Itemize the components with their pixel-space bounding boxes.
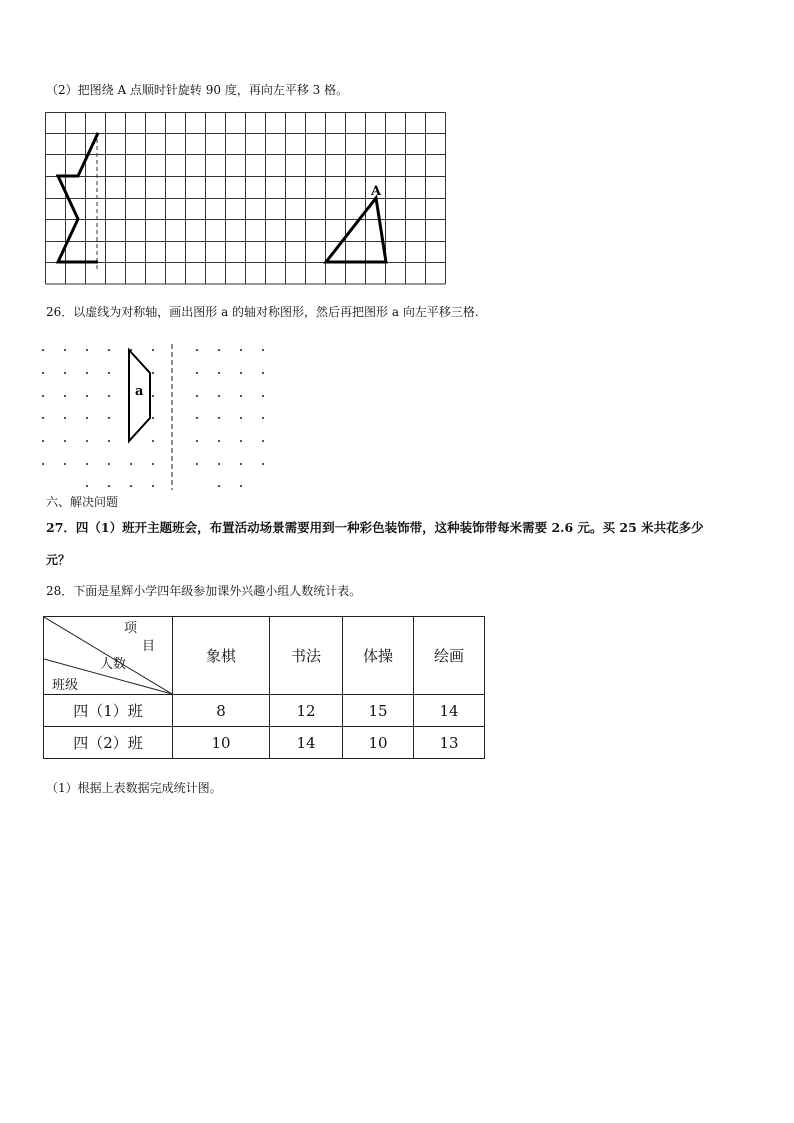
table-cell: 13 [414,727,485,759]
row-label: 四（1）班 [44,695,173,727]
corner-people: 人数 [100,657,127,672]
table-cell: 10 [343,727,414,759]
question-26: 26．以虚线为对称轴，画出图形 a 的轴对称图形，然后再把图形 a 向左平移三格. [46,305,479,319]
column-header-calligraphy: 书法 [270,617,343,695]
column-header-painting: 绘画 [414,617,485,695]
point-a-label: A [371,184,382,199]
question-25-part-2: （2）把图绕 A 点顺时针旋转 90 度，再向左平移 3 格。 [46,83,349,97]
column-header-gymnastics: 体操 [343,617,414,695]
table-corner-header [44,617,173,695]
row-label: 四（2）班 [44,727,173,759]
section-6-heading: 六、解决问题 [46,495,119,509]
table-cell: 14 [414,695,485,727]
question-27-line-2: 元？ [46,553,71,567]
rotation-grid-figure [45,112,447,286]
interest-group-table [43,616,485,759]
shape-a-label: a [135,384,144,399]
table-cell: 15 [343,695,414,727]
column-header-chess: 象棋 [173,617,270,695]
corner-item-top: 项 [124,621,138,636]
question-28-part-1: （1）根据上表数据完成统计图。 [46,781,222,795]
corner-class: 班级 [52,678,79,693]
question-28: 28．下面是星辉小学四年级参加课外兴趣小组人数统计表。 [46,584,362,598]
table-cell: 14 [270,727,343,759]
table-cell: 10 [173,727,270,759]
symmetry-dot-figure [38,342,268,490]
question-27-line-1: 27．四（1）班开主题班会，布置活动场景需要用到一种彩色装饰带，这种装饰带每米需要 2.6 元。买 25 米共花多少 [46,520,704,535]
table-row [44,727,485,759]
table-cell: 12 [270,695,343,727]
table-cell: 8 [173,695,270,727]
table-row [44,695,485,727]
corner-item-bottom: 目 [142,639,156,654]
